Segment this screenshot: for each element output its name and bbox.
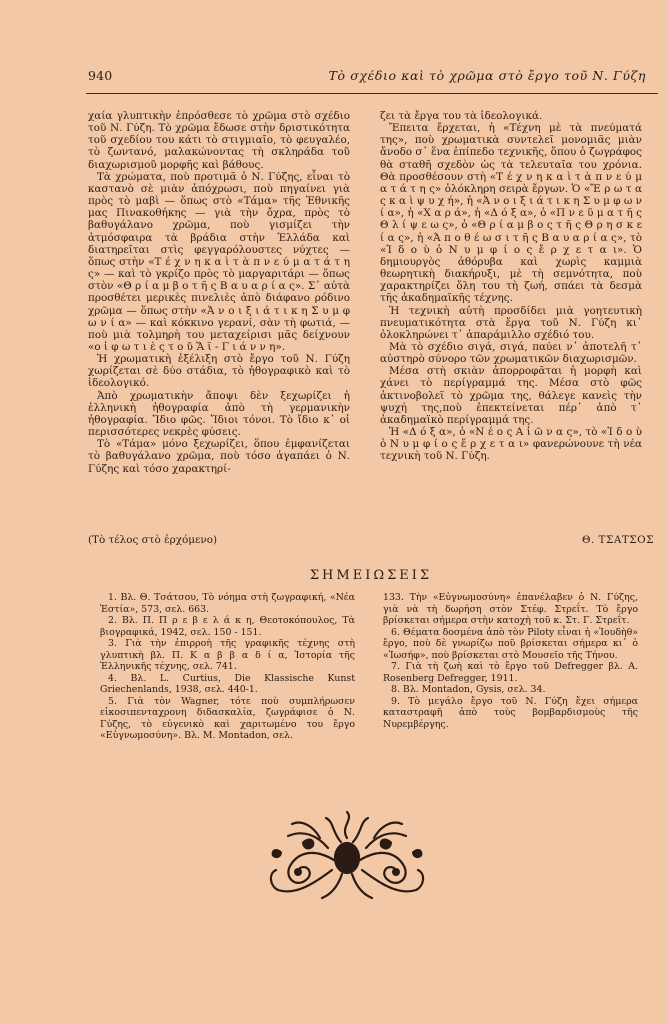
- footnote: 3. Γιὰ τὴν ἐπιρροὴ τῆς γραφικῆς τέχνης στὴ γλυπτικὴ βλ. Π. Κ α β β α δ ί α, Ἱστορία τῆς Ἑλληνικῆς τέχνης, σελ. 741.: [100, 638, 355, 672]
- paragraph: Ἡ τεχνικὴ αὐτὴ προσδίδει μιὰ γοητευτικὴ πνευματικότητα στὰ ἔργα τοῦ Ν. Γύζη κι᾽ ὁλοκληρώνει τ᾽ ἀπαράμιλλο σχέδιό του.: [380, 304, 642, 341]
- footnote: 1. Βλ. Θ. Τσάτσου, Τὸ νόημα στὴ ζωγραφική, «Νέα Ἑστία», 573, σελ. 663.: [100, 592, 355, 615]
- page-number: 940: [88, 68, 113, 83]
- paragraph: Τὸ «Τάμα» μόνο ξεχωρίζει, ὅπου ἐμφανίζεται τὸ βαθυγάλανο χρῶμα, ποὺ τόσο ἀγαπάει ὁ Ν. Γύζης καὶ τόσο χαρακτηρί-: [88, 438, 350, 475]
- article-footer: [88, 534, 654, 548]
- continued-note: (Τὸ τέλος στὸ ἐρχόμενο): [88, 534, 218, 546]
- paragraph: ζει τὰ ἔργα του τὰ ἰδεολογικά.: [380, 110, 543, 122]
- footnote: 4. Βλ. L. Curtius, Die Klassische Kunst Griechenlands, 1938, σελ. 440-1.: [100, 672, 355, 695]
- page-header: [88, 68, 656, 90]
- footnote: 2. Βλ. Π. Π ρ ε β ε λ ά κ η, Θεοτοκόπουλος, Τὰ βιογραφικά, 1942, σελ. 150 - 151.: [100, 615, 355, 638]
- footnote: 9. Τὸ μεγάλο ἔργο τοῦ Ν. Γύζη ἔχει σήμερα καταστραφῆ ἀπὸ τοὺς βομβαρδισμοὺς τῆς Νυρεμβέργης.: [383, 695, 638, 730]
- paragraph: χαία γλυπτικὴν ἐπρόσθεσε τὸ χρῶμα στὸ σχέδιο τοῦ Ν. Γύζη. Τὸ χρῶμα ἔδωσε στὴν δριστικότητα τοῦ σχεδίου του κάτι τὸ στιγμιαῖο, τὸ φευγαλέο, τὸ ζωντανό, μαλακώνοντας τὴ σκληράδα τοῦ διαχωρισμοῦ μορφῆς καὶ βάθους.: [88, 110, 350, 171]
- footnote: 7. Γιὰ τὴ ζωὴ καὶ τὸ ἔργο τοῦ Defregger βλ. A. Rosenberg Defregger, 1911.: [383, 661, 638, 684]
- footnote: 6. Θέματα δοσμένα ἀπὸ τὸν Piloty εἶναι ἡ «Ἰουδὴθ» ἔργο, ποὺ δὲ γνωρίζω ποῦ βρίσκεται σήμερα κι᾽ ὁ «Ἰωσήφ», ποὺ βρίσκεται στὸ Μουσεῖο τῆς Τήνου.: [383, 626, 638, 661]
- notes-right-column: [383, 592, 638, 730]
- paragraph: Ἔπειτα ἔρχεται, ἡ «Τέχνη μὲ τὰ πνεύματά της», ποὺ χρωματικὰ συντελεῖ μονομιᾶς μιὰν ἄνοδο σ᾽ ἕνα ἐπίπεδο τεχνικῆς, ὅπου ὁ ζωγράφος θὰ σταθῆ σχεδὸν ὡς τὰ τελευταῖα του χρόνια. Θὰ προσθέσουν στὴ «Τ έ χ ν η κ α ὶ τ ὰ π ν ε ύ μ α τ ά τ η ς» ὁλόκληρη σειρὰ ἔργων. Ὁ «Ἔ ρ ω τ α ς κ α ὶ ψ υ χ ή», ἡ «Ἀ ν ο ι ξ ι ά τ ι κ η Σ υ μ φ ω ν ί α», ἡ «Χ α ρ ά», ἡ «Δ ό ξ α», ὁ «Π ν ε ῦ μ α τ ῆ ς Θ λ ί ψ ε ω ς», ὁ «Θ ρ ί α μ β ο ς τ ῆ ς Θ ρ η σ κ ε ί α ς», ἡ «Ἀ π ο θ έ ω σ ι τ ῆ ς Β α υ α ρ ί α ς», τὸ «Ἰ δ ο ὺ ὁ Ν υ μ φ ί ο ς ἔ ρ χ ε τ α ι». Ὁ δημιουργὸς ἀθόρυβα καὶ χωρὶς καμμιὰ θεωρητικὴ διακήρυξι, μὲ τὴ σεμνότητα, ποὺ χαρακτηρίζει ὅλη του τὴ ζωή, σπάει τὰ δεσμὰ τῆς ἀκαδημαϊκῆς τέχνης.: [380, 122, 642, 305]
- footnote: 8. Βλ. Montadon, Gysis, σελ. 34.: [391, 684, 546, 695]
- paragraph: Ἡ «Δ ό ξ α», ὁ «Ν έ ο ς Α ἰ ῶ ν α ς», τὸ «Ἰ δ ο ὺ ὁ Ν υ μ φ ί ο ς ἔ ρ χ ε τ α ι» φανερώνουνε τὴ νέα τεχνικὴ τοῦ Ν. Γύζη.: [380, 426, 642, 463]
- floral-ornament-icon: [262, 808, 432, 904]
- notes-left-column: [100, 592, 355, 742]
- paragraph: Μέσα στὴ σκιὰν ἀπορροφᾶται ἡ μορφὴ καὶ χάνει τὸ περίγραμμά της. Μέσα στὸ φῶς ἀκτινοβολεῖ τὸ χρῶμα της, θάλεγε κανεὶς τὴν ψυχή της,ποὺ ἐπεκτείνεται πέρ᾽ ἀπὸ τ᾽ ἀκαδημαϊκὸ περίγραμμά της.: [380, 365, 642, 426]
- footnote: 133. Τὴν «Εὐγνωμοσύνη» ἐπανέλαβεν ὁ Ν. Γύζης, γιὰ νὰ τὴ δωρήση στὸν Στέφ. Στρεΐτ. Τὸ ἔργο βρίσκεται σήμερα στὴν κατοχὴ τοῦ κ. Στ. Γ. Στρεΐτ.: [383, 592, 638, 626]
- author-signature: Θ. ΤΣΑΤΣΟΣ: [581, 534, 654, 546]
- running-title: Τὸ σχέδιο καὶ τὸ χρῶμα στὸ ἔργο τοῦ Ν. Γύζη: [328, 68, 646, 83]
- paragraph: Τὰ χρώματα, ποὺ προτιμᾶ ὁ Ν. Γύζης, εἶναι τὸ καστανὸ σὲ μιὰν ἀπόχρωσι, ποὺ πηγαίνει γιὰ πρὸς τὸ μαβὶ — ὅπως στὸ «Τάμα» τῆς Ἐθνικῆς μας Πινακοθήκης — γιὰ τὴν ὄχρα, πρὸς τὸ βαθυγάλανο χρῶμα, ποὺ γισμίζει τὴν ἀτμόσφαιρα τὰ βράδια στὴν Ἑλλάδα καὶ διατηρεῖται στὶς φεγγαρόλουστες νύχτες — ὅπως στὴν «Τ έ χ ν η κ α ὶ τ ὰ π ν ε ύ μ α τ ά τ η ς» — καὶ τὸ γκρίζο πρὸς τὸ μαργαριτάρι — ὅπως στὸν «Θ ρ ί α μ β ο τ ῆ ς Β α υ α ρ ί α ς». Σ᾽ αὐτὰ προσθέτει μερικὲς πινελιὲς ἀπὸ διάφανο ρόδινο χρῶμα — ὅπως στὴν «Ἀ ν ο ι ξ ι ά τ ι κ η Σ υ μ φ ω ν ί α» — καὶ κόκκινο γερανί, σὰν τὴ φωτιά, — ποὺ μιὰ τολμηρὴ του μεταχείρισι μᾶς δείχνουν «ο ἱ φ ω τ ι ὲ ς τ ο ῦ Ἅ ϊ - Γ ι ά ν ν η».: [88, 170, 350, 353]
- article-right-column: [380, 110, 642, 463]
- header-rule: [86, 93, 658, 94]
- paragraph: Ἡ χρωματικὴ ἐξέλιξη στὸ ἔργο τοῦ Ν. Γύζη χωρίζεται σὲ δύο στάδια, τὸ ἠθογραφικὸ καὶ τὸ ἰδεολογικό.: [88, 353, 350, 390]
- paragraph: Μὰ τὸ σχέδιο σιγά, σιγά, παύει ν᾽ ἀποτελῆ τ᾽ αὐστηρὸ σύνορο τῶν χρωματικῶν διαχωρισμῶν.: [380, 340, 642, 366]
- article-left-column: [88, 110, 350, 475]
- paragraph: Ἀπὸ χρωματικὴν ἄποψι δὲν ξεχωρίζει ἡ ἑλληνικὴ ἠθογραφία ἀπὸ τὴ γερμανικὴν ἠθογραφία. Ἴδιο φῶς. Ἴδιοι τόνοι. Τὸ ἴδιο κ᾽ οἱ περισσότερες νεκρὲς φύσεις.: [88, 389, 350, 439]
- footnote: 5. Γιὰ τὸν Wagner, τότε ποὺ συμπλήρωσεν εἰκοσιπενταχρονη διδασκαλία, ζωγράφισε ὁ Ν. Γύζης, τὸ εὐγενικὸ καὶ χαριτωμένο του ἔργο «Εὐγνωμοσύνη». Βλ. Μ. Montadon, σελ.: [100, 695, 355, 741]
- notes-heading: ΣΗΜΕΙΩΣΕΙΣ: [309, 568, 433, 583]
